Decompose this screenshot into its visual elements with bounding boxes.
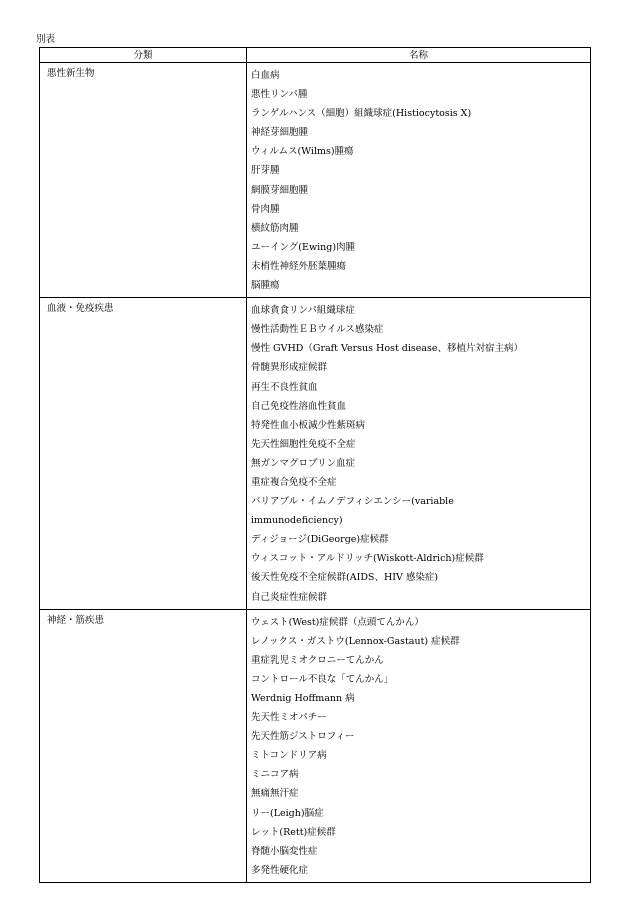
disease-item: 骨髄異形成症候群: [251, 362, 328, 374]
disease-item: ユーイング(Ewing)肉腫: [251, 241, 356, 253]
disease-item: immunodeficiency): [251, 515, 343, 527]
disease-item: ディジョージ(DiGeorge)症候群: [251, 534, 389, 546]
disease-list: [247, 610, 590, 882]
disease-item: ウェスト(West)症候群（点頭てんかん）: [251, 616, 424, 628]
category-cell: [40, 63, 247, 298]
disease-item: ミトコンドリア病: [251, 750, 327, 762]
disease-item: Werdnig Hoffmann 病: [251, 693, 355, 704]
disease-item: 慢性活動性ＥＢウイルス感染症: [251, 324, 384, 336]
disease-list-cell: [247, 609, 591, 882]
disease-item: バリアブル・イムノデフィシエンシー(variable: [251, 496, 454, 508]
disease-item: コントロール不良な「てんかん」: [251, 673, 394, 685]
disease-item: ウィルムス(Wilms)腫瘍: [251, 146, 354, 158]
disease-item: 特発性血小板減少性紫斑病: [251, 419, 366, 431]
disease-list-cell: [247, 298, 591, 610]
disease-item: 後天性免疫不全症候群(AIDS、HIV 感染症): [251, 572, 439, 584]
disease-item: リー(Leigh)脳症: [251, 807, 324, 819]
category-label: 神経・筋疾患: [47, 614, 105, 626]
disease-classification-table: [39, 47, 591, 883]
disease-item: ランゲルハンス（細胞）組織球症(Histiocytosis X): [251, 108, 472, 120]
disease-item: 自己炎症性症候群: [251, 591, 328, 603]
disease-item: レット(Rett)症候群: [251, 826, 336, 838]
table-header-row: [40, 48, 591, 63]
disease-item: 神経芽細胞腫: [251, 127, 309, 139]
disease-item: 肝芽腫: [251, 165, 280, 177]
disease-item: 先天性ミオパチー: [251, 712, 327, 724]
category-cell: [40, 298, 247, 610]
disease-item: 横紋筋肉腫: [251, 222, 299, 234]
disease-item: 先天性筋ジストロフィー: [251, 731, 355, 743]
table-row-neuromuscular-disease: [40, 609, 591, 882]
disease-item: 網膜芽細胞腫: [251, 184, 309, 196]
table-row-malignant-neoplasm: [40, 63, 591, 298]
category-column-header: 分類: [40, 48, 247, 63]
disease-item: 悪性リンパ腫: [251, 89, 308, 101]
disease-list: [247, 298, 590, 609]
disease-item: 血球貪食リンパ組織球症: [251, 305, 355, 317]
disease-item: 無痛無汗症: [251, 788, 299, 800]
disease-item: 慢性 GVHD（Graft Versus Host disease、移植片対宿主病）: [251, 343, 524, 355]
disease-item: 先天性細胞性免疫不全症: [251, 438, 356, 450]
disease-item: 脳腫瘍: [251, 280, 280, 292]
disease-item: 重症複合免疫不全症: [251, 476, 337, 488]
disease-list-cell: [247, 63, 591, 298]
disease-item: 自己免疫性溶血性貧血: [251, 400, 347, 412]
disease-item: ウィスコット・アルドリッチ(Wiskott-Aldrich)症候群: [251, 553, 484, 565]
disease-item: 白血病: [251, 70, 280, 81]
category-label: 悪性新生物: [47, 68, 95, 79]
disease-list: [247, 63, 590, 297]
disease-item: 骨肉腫: [251, 203, 280, 215]
table-row-blood-immune-disease: [40, 298, 591, 610]
disease-item: ミニコア病: [251, 769, 299, 781]
disease-item: 脊髄小脳変性症: [251, 845, 318, 857]
disease-item: 末梢性神経外胚葉腫瘍: [251, 260, 347, 272]
name-column-header: 名称: [247, 48, 591, 63]
annex-caption: 別表: [36, 34, 56, 45]
disease-item: 再生不良性貧血: [251, 381, 318, 393]
category-label: 血液・免疫疾患: [47, 303, 114, 315]
disease-item: 重症乳児ミオクロニーてんかん: [251, 654, 384, 666]
disease-item: レノックス・ガストウ(Lennox-Gastaut) 症候群: [251, 635, 460, 647]
category-cell: [40, 609, 247, 882]
disease-item: 多発性硬化症: [251, 864, 309, 876]
disease-item: 無ガンマグロブリン血症: [251, 457, 356, 469]
